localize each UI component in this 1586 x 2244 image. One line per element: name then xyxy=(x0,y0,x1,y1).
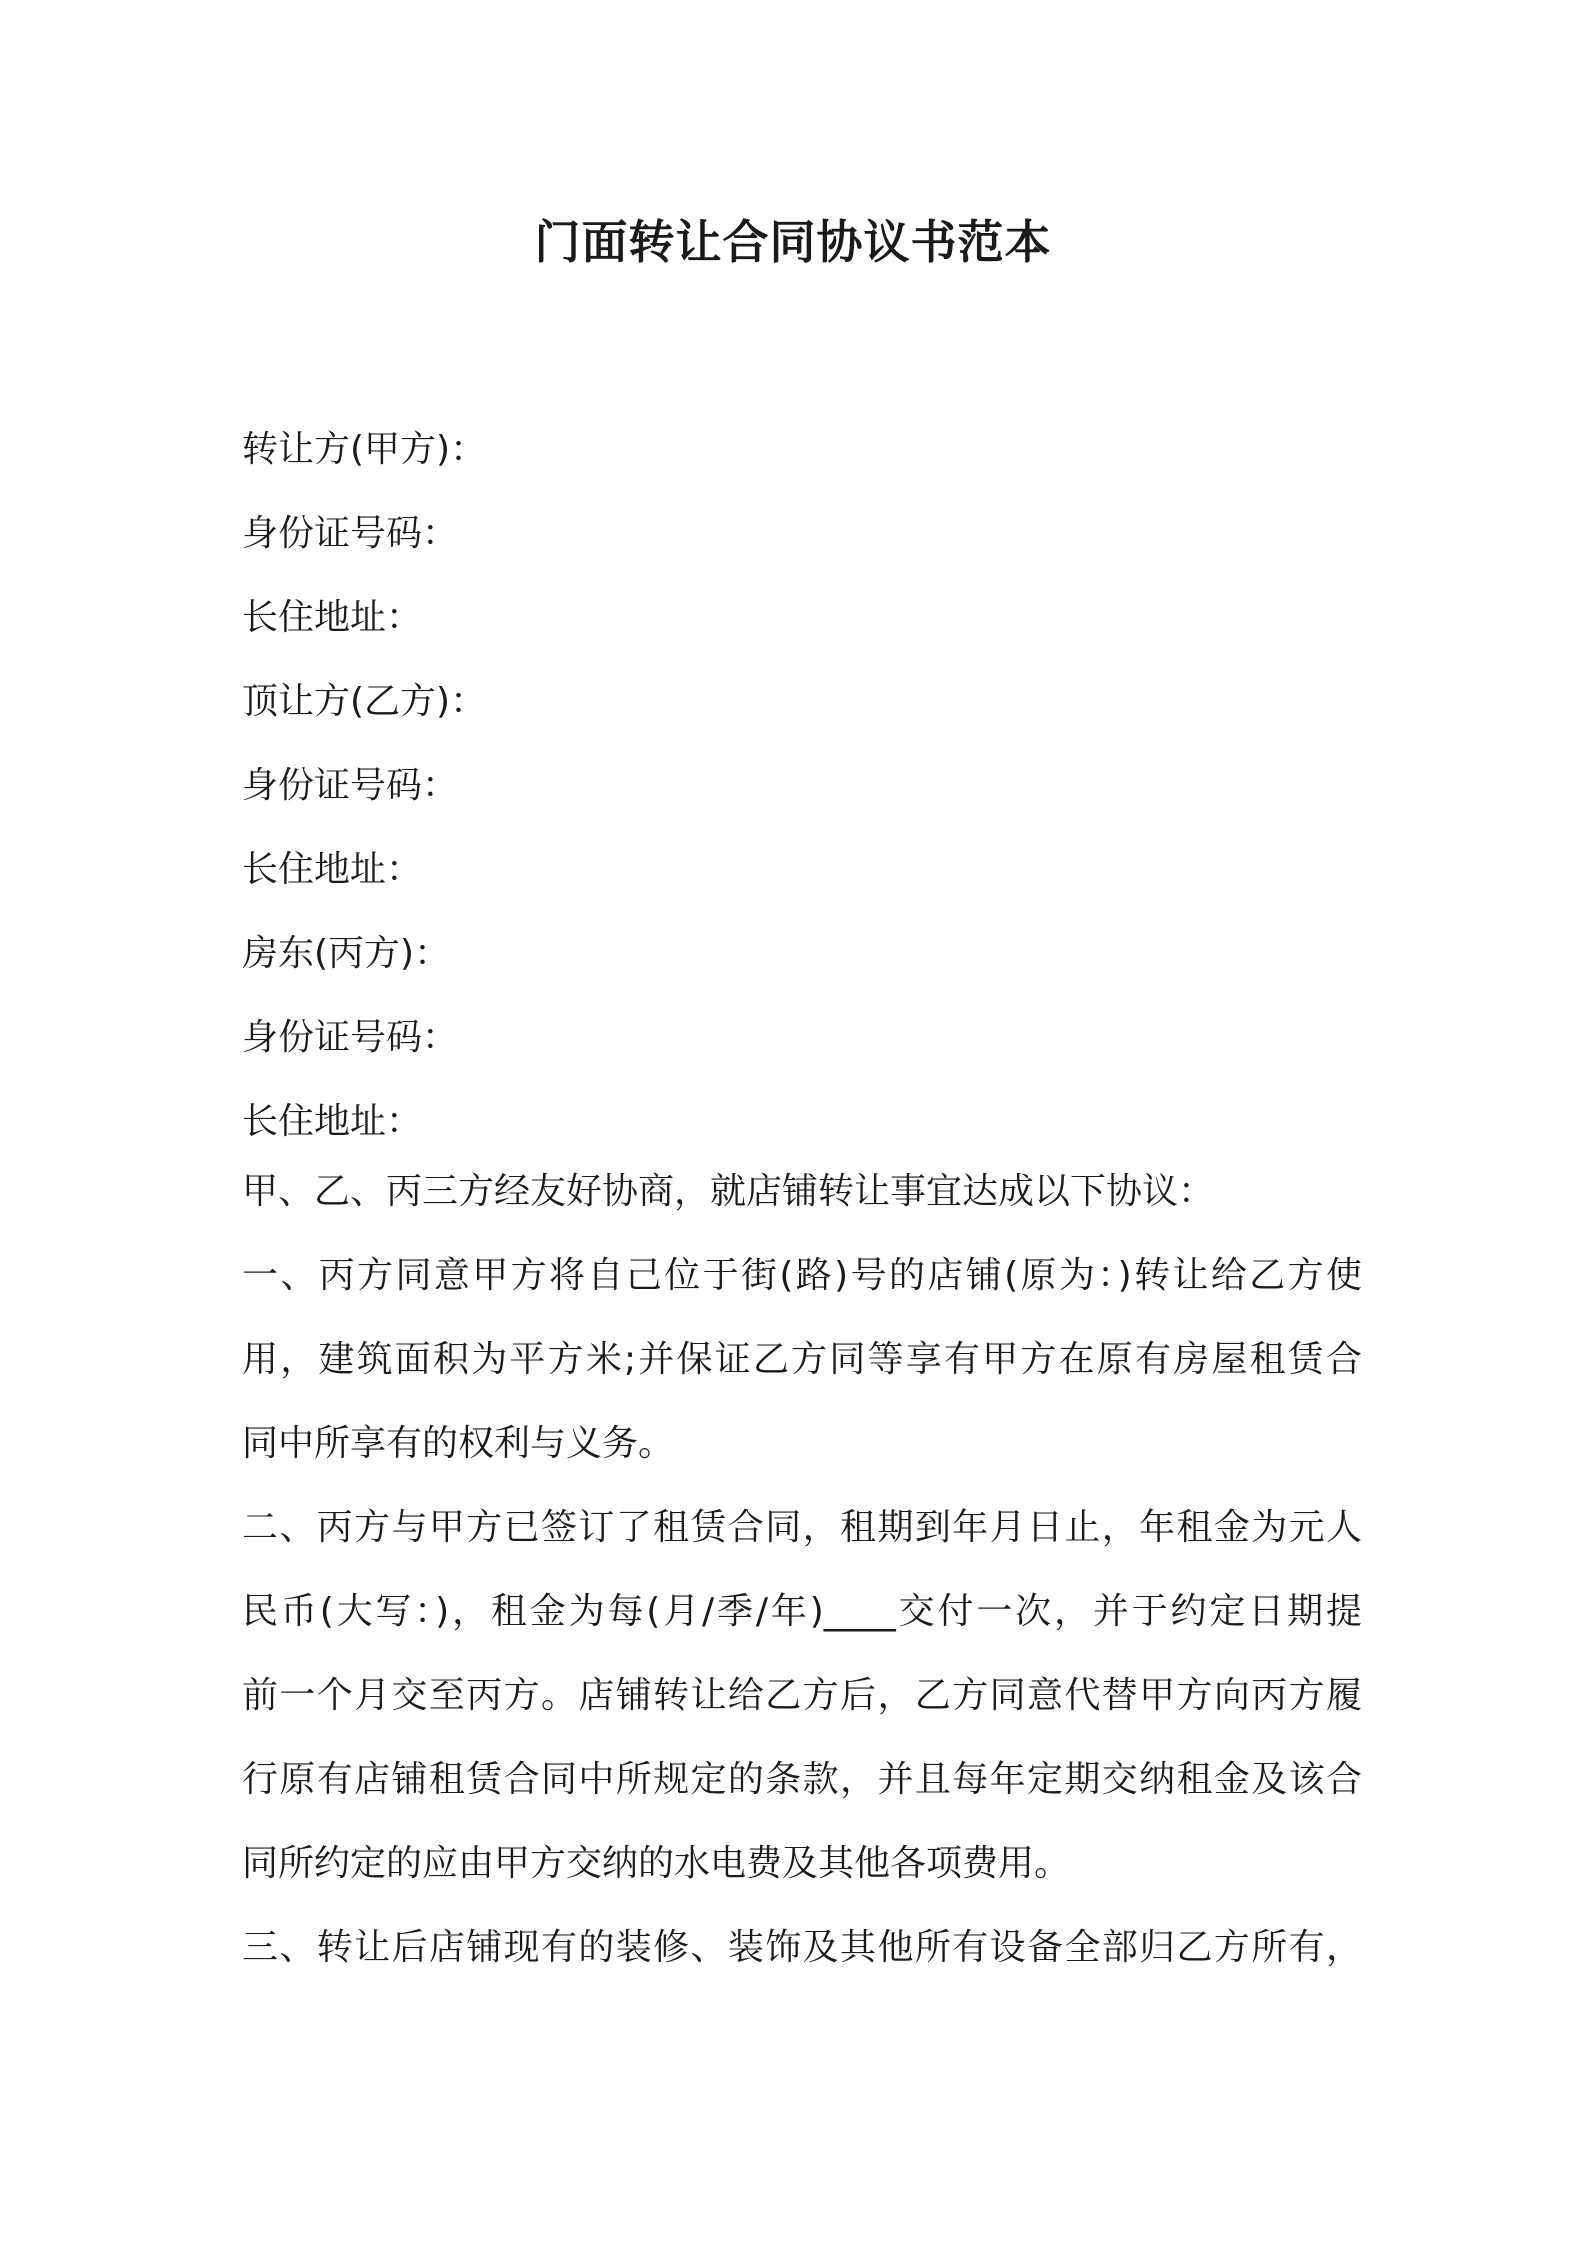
document-title: 门面转让合同协议书范本 xyxy=(534,215,1052,269)
landlord-id-number-label: 身份证号码： xyxy=(242,1017,459,1058)
clause-3-paragraph xyxy=(242,1906,1362,1990)
clause-2-line: 行原有店铺租赁合同中所规定的条款，并且每年定期交纳租金及该合 xyxy=(242,1759,1362,1800)
clause-1-line: 同中所享有的权利与义务。 xyxy=(242,1423,675,1464)
clause-3-line: 三、转让后店铺现有的装修、装饰及其他所有设备全部归乙方所有， xyxy=(242,1927,1362,1968)
transferee-id-number-label: 身份证号码： xyxy=(242,765,459,806)
landlord-label: 房东(丙方)： xyxy=(242,933,451,974)
party-info-fields xyxy=(242,408,1362,1164)
contract-body xyxy=(242,1150,1362,1990)
landlord-address-label: 长住地址： xyxy=(242,1101,423,1142)
clause-2-line: 民币(大写：)，租金为每(月/季/年)____交付一次，并于约定日期提 xyxy=(242,1591,1362,1632)
intro-paragraph xyxy=(242,1150,1362,1234)
transferor-id-number-label: 身份证号码： xyxy=(242,513,459,554)
clause-2-line: 前一个月交至丙方。店铺转让给乙方后，乙方同意代替甲方向丙方履 xyxy=(242,1675,1362,1716)
transferee-label: 顶让方(乙方)： xyxy=(242,681,487,722)
clause-1-line: 用，建筑面积为平方米;并保证乙方同等享有甲方在原有房屋租赁合 xyxy=(242,1339,1362,1380)
clause-1-line: 一、丙方同意甲方将自己位于街(路)号的店铺(原为：)转让给乙方使 xyxy=(242,1255,1362,1296)
intro-line: 甲、乙、丙三方经友好协商，就店铺转让事宜达成以下协议： xyxy=(242,1171,1215,1212)
transferor-label: 转让方(甲方)： xyxy=(242,429,487,470)
transferee-address-label: 长住地址： xyxy=(242,849,423,890)
transferor-address-label: 长住地址： xyxy=(242,597,423,638)
clause-2-line: 二、丙方与甲方已签订了租赁合同，租期到年月日止，年租金为元人 xyxy=(242,1507,1362,1548)
clause-1-paragraph xyxy=(242,1234,1362,1486)
clause-2-line: 同所约定的应由甲方交纳的水电费及其他各项费用。 xyxy=(242,1843,1071,1884)
clause-2-paragraph xyxy=(242,1486,1362,1906)
